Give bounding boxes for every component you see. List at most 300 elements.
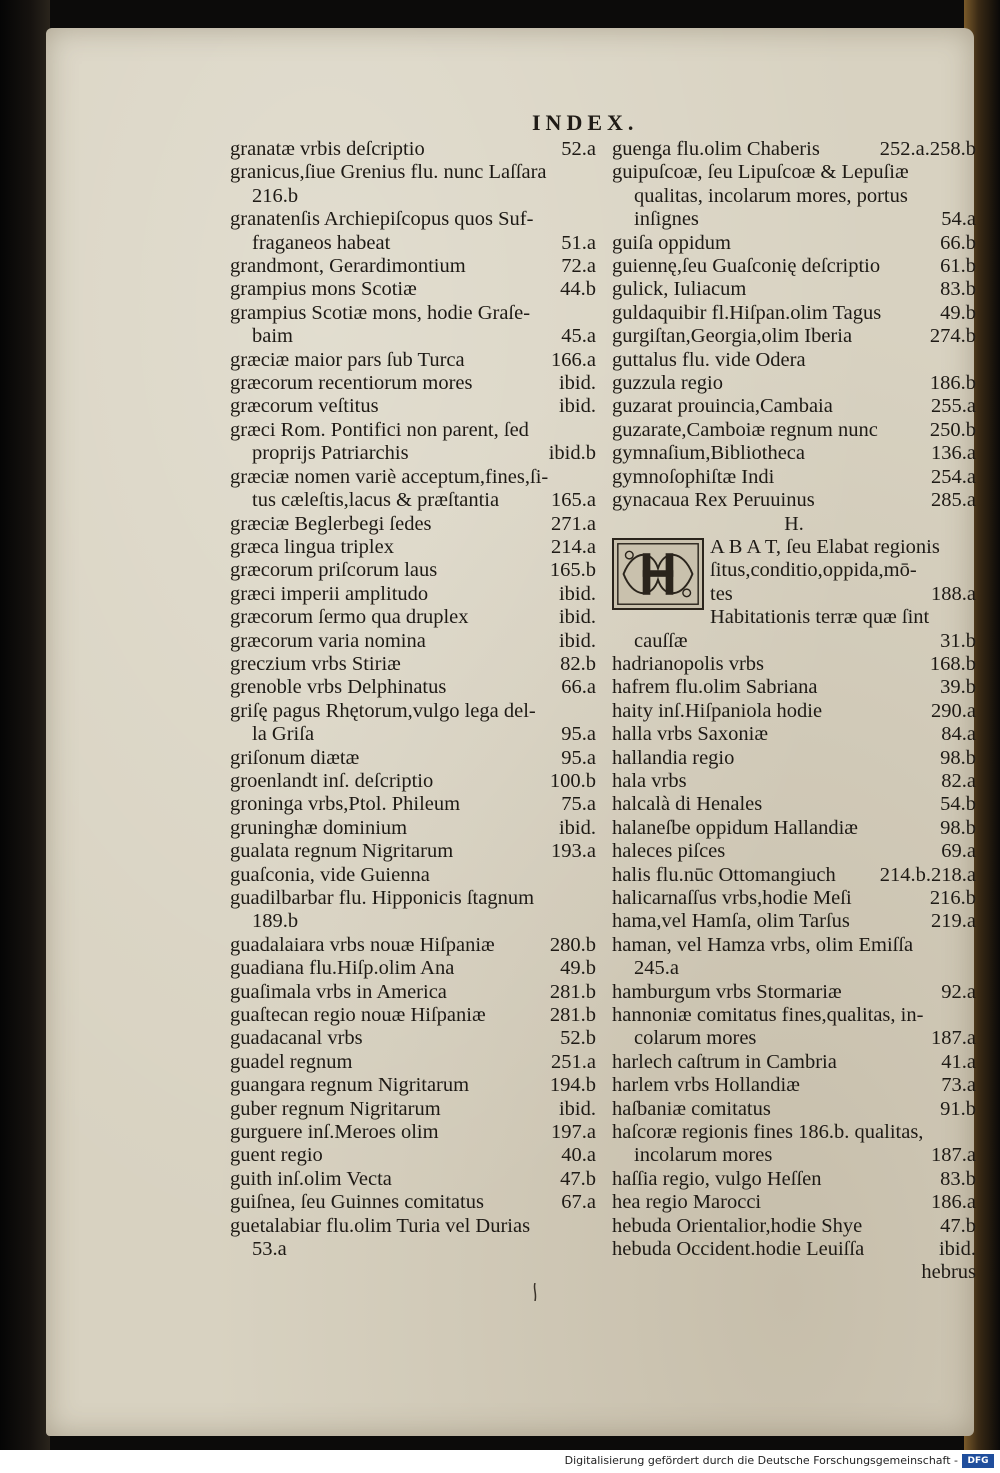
page-reference: 82.b <box>560 652 596 675</box>
entry-text: halcalà di Henales <box>612 793 763 816</box>
index-entry <box>230 747 596 770</box>
page-reference: 84.a <box>941 723 976 746</box>
page-reference: 69.a <box>941 840 976 863</box>
page-reference: 197.a <box>551 1121 596 1144</box>
index-column-left <box>230 138 596 1262</box>
index-entry <box>230 1027 596 1050</box>
entry-text: guenga flu.olim Chaberis <box>612 138 820 160</box>
page-reference: 52.b <box>560 1027 596 1050</box>
index-entry <box>230 817 596 840</box>
index-entry <box>230 536 596 559</box>
dfg-logo-icon: DFG <box>962 1454 994 1468</box>
index-entry-line <box>230 957 596 980</box>
scan-border-left <box>0 0 50 1450</box>
page-reference: ibid. <box>558 629 596 652</box>
index-entry-line <box>612 138 976 161</box>
entry-text: græcorum priſcorum laus <box>230 559 438 582</box>
entry-text: gymnaſium,Bibliotheca <box>612 442 806 465</box>
entry-text: gualata regnum Nigritarum <box>230 840 454 863</box>
index-entry <box>230 1098 596 1121</box>
page-reference: ibid. <box>938 1238 976 1261</box>
entry-text: græcorum recentiorum mores <box>230 372 473 395</box>
entry-text: guadel regnum <box>230 1050 353 1073</box>
index-entry-line <box>230 910 596 933</box>
entry-text: hama,vel Hamſa, olim Tarſus <box>612 910 850 933</box>
index-entry-line <box>230 606 596 629</box>
index-entry <box>230 1215 596 1262</box>
entry-text: gulick, Iuliacum <box>612 278 747 301</box>
index-entry-line <box>230 536 596 559</box>
entry-text: guiſnea, ſeu Guinnes comitatus <box>230 1191 484 1214</box>
index-entry-line <box>612 208 976 231</box>
entry-text: græciæ Beglerbegi ſedes <box>230 512 432 535</box>
section-g-continued <box>612 138 976 513</box>
index-entry <box>230 630 596 653</box>
index-entry-line <box>612 442 976 465</box>
index-entry-line <box>230 1098 596 1121</box>
entry-text: grampius mons Scotiæ <box>230 278 417 301</box>
page-reference: 91.b <box>940 1097 976 1120</box>
index-entry-line <box>612 1051 976 1074</box>
page-reference: 165.a <box>551 489 596 512</box>
page-reference: 219.a <box>931 910 976 933</box>
index-entry-line <box>230 232 596 255</box>
index-entry <box>230 372 596 395</box>
index-entry <box>230 653 596 676</box>
index-entry-line <box>612 302 976 325</box>
index-entry <box>612 770 976 793</box>
index-entry <box>612 302 976 325</box>
index-entry <box>612 1168 976 1191</box>
index-entry-line <box>612 981 976 1004</box>
page-reference: 165.b <box>549 559 596 582</box>
index-entry-line <box>612 1121 976 1144</box>
entry-text: hadrianopolis vrbs <box>612 652 765 675</box>
index-entry <box>612 138 976 161</box>
entry-text: baim <box>252 325 293 348</box>
index-entry-line <box>230 630 596 653</box>
index-entry-line <box>230 255 596 278</box>
entry-text: hea regio Marocci <box>612 1191 762 1214</box>
index-entry-line <box>230 864 596 887</box>
entry-text: haleces piſces <box>612 840 726 863</box>
page-reference: 73.a <box>941 1074 976 1097</box>
index-entry-line <box>612 1027 976 1050</box>
entry-text: tes <box>710 582 733 605</box>
page-reference: 54.b <box>940 793 976 816</box>
page-reference: 44.b <box>560 278 596 301</box>
index-entry-line <box>230 349 596 372</box>
index-entry <box>612 419 976 442</box>
index-entry <box>612 1004 976 1051</box>
entry-text: halis flu.nūc Ottomangiuch <box>612 863 836 886</box>
page-reference: 251.a <box>551 1050 596 1073</box>
page-reference: 40.a <box>561 1144 596 1167</box>
index-entry <box>230 513 596 536</box>
index-entry <box>612 840 976 863</box>
section-letter-h: H. <box>784 512 804 535</box>
running-head: INDEX. <box>532 110 639 135</box>
index-entry <box>230 395 596 418</box>
index-entry <box>230 606 596 629</box>
entry-text: gymnoſophiſtæ Indi <box>612 465 775 488</box>
index-entry <box>612 700 976 723</box>
index-entry-line <box>612 630 976 653</box>
footer-credit: Digitalisierung gefördert durch die Deutsche Forschungsgemeinschaft - <box>564 1454 958 1467</box>
index-entry-line <box>612 747 976 770</box>
entry-text: haſbaniæ comitatus <box>612 1097 771 1120</box>
index-entry-line <box>230 302 596 325</box>
index-entry-line <box>612 349 976 372</box>
page-reference: 188.a <box>931 582 976 605</box>
page-reference: 31.b <box>940 629 976 652</box>
index-entry <box>612 1051 976 1074</box>
index-entry-line <box>230 840 596 863</box>
page-reference: 49.b <box>560 957 596 980</box>
index-entry <box>230 1144 596 1167</box>
index-entry-line <box>612 372 976 395</box>
index-entry <box>230 934 596 957</box>
entry-text: ſitus,conditio,oppida,mō- <box>710 559 917 582</box>
index-entry-line <box>612 1215 976 1238</box>
entry-text: guadacanal vrbs <box>230 1027 363 1050</box>
page-reference: 255.a <box>931 395 976 418</box>
page-reference: 51.a <box>561 231 596 254</box>
page-reference: 214.a <box>551 535 596 558</box>
index-entry-line <box>230 1004 596 1027</box>
index-entry <box>230 349 596 372</box>
entry-text: hebuda Orientalior,hodie Shye <box>612 1214 863 1237</box>
entry-text: 245.a <box>634 957 679 980</box>
index-entry <box>230 466 596 513</box>
index-entry <box>612 676 976 699</box>
index-entry <box>612 278 976 301</box>
page-reference: ibid. <box>558 816 596 839</box>
entry-text: granicus,ſiue Grenius flu. nunc Laſſara <box>230 161 547 184</box>
index-entry <box>230 676 596 699</box>
index-entry <box>230 1074 596 1097</box>
index-entry-line <box>612 489 976 512</box>
index-entry-line <box>230 395 596 418</box>
index-entry-line <box>612 840 976 863</box>
entry-text: grampius Scotiæ mons, hodie Graſe- <box>230 301 531 324</box>
index-entry-line <box>230 747 596 770</box>
index-entry <box>230 1121 596 1144</box>
page-reference: ibid. <box>558 372 596 395</box>
index-entry <box>612 723 976 746</box>
entry-text: Habitationis terræ quæ ſint <box>710 606 930 629</box>
page-reference: 52.a <box>561 138 596 160</box>
page-reference: 95.a <box>561 746 596 769</box>
index-entry <box>230 1004 596 1027</box>
index-entry <box>230 161 596 208</box>
entry-text: guttalus flu. vide Odera <box>612 348 806 371</box>
index-entry <box>612 1098 976 1121</box>
entry-text: cauſſæ <box>634 629 688 652</box>
page-reference: ibid. <box>558 1097 596 1120</box>
index-entry <box>230 138 596 161</box>
index-entry <box>612 325 976 348</box>
index-entry <box>612 981 976 1004</box>
index-entry <box>612 395 976 418</box>
index-column-right <box>612 138 976 1285</box>
index-entry-line <box>230 559 596 582</box>
entry-text: greczium vrbs Stiriæ <box>230 652 401 675</box>
index-entry <box>230 1051 596 1074</box>
index-entry <box>230 700 596 747</box>
entry-text: guadiana flu.Hiſp.olim Ana <box>230 957 455 980</box>
index-entry <box>612 1215 976 1238</box>
index-entry-line <box>230 700 596 723</box>
page-reference: 47.b <box>560 1167 596 1190</box>
page-reference: 95.a <box>561 723 596 746</box>
index-entry-line <box>230 442 596 465</box>
index-entry-line <box>230 185 596 208</box>
index-entry-line <box>612 723 976 746</box>
entry-text: græciæ maior pars ſub Turca <box>230 348 465 371</box>
index-entry-line <box>230 793 596 816</box>
page-reference: 83.b <box>940 1167 976 1190</box>
entry-text: gruninghæ dominium <box>230 816 408 839</box>
page-reference: 281.b <box>549 980 596 1003</box>
index-entry-line <box>612 185 976 208</box>
entry-text: tus cæleſtis,lacus & præſtantia <box>252 489 500 512</box>
index-entry <box>612 817 976 840</box>
page-reference: 280.b <box>549 933 596 956</box>
index-entry <box>612 653 976 676</box>
page-reference: 187.a <box>931 1027 976 1050</box>
page-reference: ibid.b <box>548 442 596 465</box>
page-reference: 193.a <box>551 840 596 863</box>
page-reference: 82.a <box>941 769 976 792</box>
entry-text: grandmont, Gerardimontium <box>230 255 466 278</box>
page-reference: 83.b <box>940 278 976 301</box>
entry-text: halla vrbs Saxoniæ <box>612 723 769 746</box>
page-reference: 39.b <box>940 676 976 699</box>
entry-text: hallandia regio <box>612 746 735 769</box>
entry-text: hebuda Occident.hodie Leuiſſa <box>612 1238 865 1261</box>
entry-text: græca lingua triplex <box>230 535 394 558</box>
index-entry <box>612 232 976 255</box>
index-entry <box>230 255 596 278</box>
entry-text: gurguere inſ.Meroes olim <box>230 1121 439 1144</box>
entry-text: guldaquibir fl.Hiſpan.olim Tagus <box>612 301 882 324</box>
index-entry <box>612 793 976 816</box>
page-reference: 271.a <box>551 512 596 535</box>
index-entry-line <box>230 1168 596 1191</box>
entry-text: guzarat prouincia,Cambaia <box>612 395 833 418</box>
entry-text: hamburgum vrbs Stormariæ <box>612 980 842 1003</box>
index-entry-line <box>230 1027 596 1050</box>
index-entry-line <box>230 1121 596 1144</box>
page-reference: 166.a <box>551 348 596 371</box>
index-entry <box>230 793 596 816</box>
index-entry-line <box>230 981 596 1004</box>
index-entry-line <box>612 232 976 255</box>
page-reference: 72.a <box>561 255 596 278</box>
index-entry-line <box>230 583 596 606</box>
entry-text: 53.a <box>252 1238 287 1261</box>
index-entry <box>612 489 976 512</box>
index-entry-line <box>612 957 976 980</box>
index-entry-line <box>230 419 596 442</box>
entry-text: grenoble vrbs Delphinatus <box>230 676 447 699</box>
ink-mark-icon <box>532 1283 538 1301</box>
index-entry <box>612 1121 976 1168</box>
page-reference: 274.b <box>929 325 976 348</box>
catchword: hebrus <box>921 1261 976 1284</box>
index-entry-line <box>612 1098 976 1121</box>
entry-text: haſcoræ regionis fines 186.b. qualitas, <box>612 1121 924 1144</box>
entry-text: græcorum veſtitus <box>230 395 379 418</box>
page-reference: 75.a <box>561 793 596 816</box>
page-reference: 290.a <box>931 699 976 722</box>
index-entry-line <box>612 419 976 442</box>
index-entry-line <box>230 723 596 746</box>
index-entry <box>230 770 596 793</box>
entry-text: groninga vrbs,Ptol. Phileum <box>230 793 461 816</box>
index-entry <box>230 278 596 301</box>
entry-text: haity inſ.Hiſpaniola hodie <box>612 699 823 722</box>
index-entry-line <box>230 817 596 840</box>
entry-text: græci Rom. Pontifici non parent, ſed <box>230 418 529 441</box>
entry-text: incolarum mores <box>634 1144 773 1167</box>
page-reference: ibid. <box>558 582 596 605</box>
entry-text: colarum mores <box>634 1027 757 1050</box>
entry-text: gurgiſtan,Georgia,olim Iberia <box>612 325 853 348</box>
index-entry-line <box>612 653 976 676</box>
page-reference: 54.a <box>941 208 976 231</box>
index-entry-line <box>612 700 976 723</box>
page-reference: 216.b <box>929 886 976 909</box>
index-entry <box>612 349 976 372</box>
index-entry-line <box>612 1238 976 1261</box>
index-entry-line <box>230 466 596 489</box>
index-entry-line <box>612 934 976 957</box>
entry-text: harlem vrbs Hollandiæ <box>612 1074 800 1097</box>
index-entry <box>612 1074 976 1097</box>
index-entry-line <box>612 161 976 184</box>
entry-text: græcorum ſermo qua druplex <box>230 606 469 629</box>
index-entry <box>612 161 976 231</box>
page-reference: 47.b <box>940 1214 976 1237</box>
index-entry-line <box>230 489 596 512</box>
index-entry-line <box>230 208 596 231</box>
index-entry-line <box>230 934 596 957</box>
entry-text: guent regio <box>230 1144 323 1167</box>
index-entry-line <box>612 1004 976 1027</box>
entry-text: guadilbarbar flu. Hipponicis ſtagnum <box>230 887 535 909</box>
index-entry-line <box>230 676 596 699</box>
index-entry-line <box>230 138 596 161</box>
index-entry-line <box>230 325 596 348</box>
page-reference: 66.a <box>561 676 596 699</box>
entry-text: græcorum varia nomina <box>230 629 426 652</box>
index-entry <box>612 934 976 981</box>
entry-text: guaſtecan regio nouæ Hiſpaniæ <box>230 1004 486 1027</box>
decorated-initial-h-icon <box>612 538 704 610</box>
entry-text: qualitas, incolarum mores, portus <box>634 184 908 207</box>
page-reference: 186.b <box>929 372 976 395</box>
index-entry-line <box>230 1191 596 1214</box>
entry-text: A B A T, ſeu Elabat regionis <box>710 535 940 558</box>
entry-text: guiennę,ſeu Guaſconię deſcriptio <box>612 255 881 278</box>
index-entry-line <box>230 1051 596 1074</box>
index-entry <box>612 747 976 770</box>
entry-text: haſſia regio, vulgo Heſſen <box>612 1167 822 1190</box>
index-entry-line <box>230 770 596 793</box>
entry-text: 216.b <box>252 184 299 207</box>
page-reference: 66.b <box>940 231 976 254</box>
index-entry <box>612 442 976 465</box>
index-entry-line <box>230 1215 596 1238</box>
entry-text: guiſa oppidum <box>612 231 732 254</box>
page-reference: 61.b <box>940 255 976 278</box>
index-entry-line <box>612 910 976 933</box>
index-entry <box>612 864 976 887</box>
entry-text: fraganeos habeat <box>252 231 391 254</box>
entry-text: guith inſ.olim Vecta <box>230 1167 392 1190</box>
index-entry-line <box>230 887 596 910</box>
index-entry <box>230 583 596 606</box>
entry-text: griſę pagus Rhętorum,vulgo lega del- <box>230 699 536 722</box>
page-reference: 214.b.218.a <box>879 863 976 886</box>
page-reference: ibid. <box>558 606 596 629</box>
index-entry <box>230 887 596 934</box>
index-entry-line <box>612 1144 976 1167</box>
index-entry <box>612 372 976 395</box>
index-entry <box>612 255 976 278</box>
index-entry <box>612 887 976 910</box>
index-entry <box>230 981 596 1004</box>
index-entry <box>230 957 596 980</box>
digitization-footer <box>0 1450 1000 1473</box>
index-entry-line <box>612 817 976 840</box>
entry-text: proprijs Patriarchis <box>252 442 409 465</box>
page-reference: 98.b <box>940 746 976 769</box>
entry-text: guadalaiara vrbs nouæ Hiſpaniæ <box>230 933 495 956</box>
entry-text: græci imperii amplitudo <box>230 582 429 605</box>
index-entry-line <box>230 372 596 395</box>
entry-text: halicarnaſſus vrbs,hodie Meſi <box>612 886 852 909</box>
index-entry <box>230 559 596 582</box>
entry-text: groenlandt inſ. deſcriptio <box>230 769 434 792</box>
page-reference: ibid. <box>558 395 596 418</box>
page-reference: 168.b <box>929 652 976 675</box>
index-entry <box>612 466 976 489</box>
entry-text: græciæ nomen variè acceptum,fines,ſi- <box>230 465 549 488</box>
index-entry-line <box>612 1168 976 1191</box>
entry-text: inſignes <box>634 208 699 231</box>
decorated-initial-entry <box>612 536 976 653</box>
entry-text: halaneſbe oppidum Hallandiæ <box>612 816 858 839</box>
index-entry <box>612 910 976 933</box>
page-reference: 187.a <box>931 1144 976 1167</box>
page-reference: 194.b <box>549 1074 596 1097</box>
entry-text: hala vrbs <box>612 769 687 792</box>
entry-text: 189.b <box>252 910 299 933</box>
page-reference: 136.a <box>931 442 976 465</box>
index-entry-line <box>612 325 976 348</box>
index-entry-line <box>612 278 976 301</box>
entry-text: guber regnum Nigritarum <box>230 1097 441 1120</box>
entry-text: guetalabiar flu.olim Turia vel Durias <box>230 1214 531 1237</box>
index-entry <box>612 1191 976 1214</box>
index-entry-line <box>612 887 976 910</box>
page-reference: 41.a <box>941 1050 976 1073</box>
page-reference: 98.b <box>940 816 976 839</box>
index-entry-line <box>612 1191 976 1214</box>
